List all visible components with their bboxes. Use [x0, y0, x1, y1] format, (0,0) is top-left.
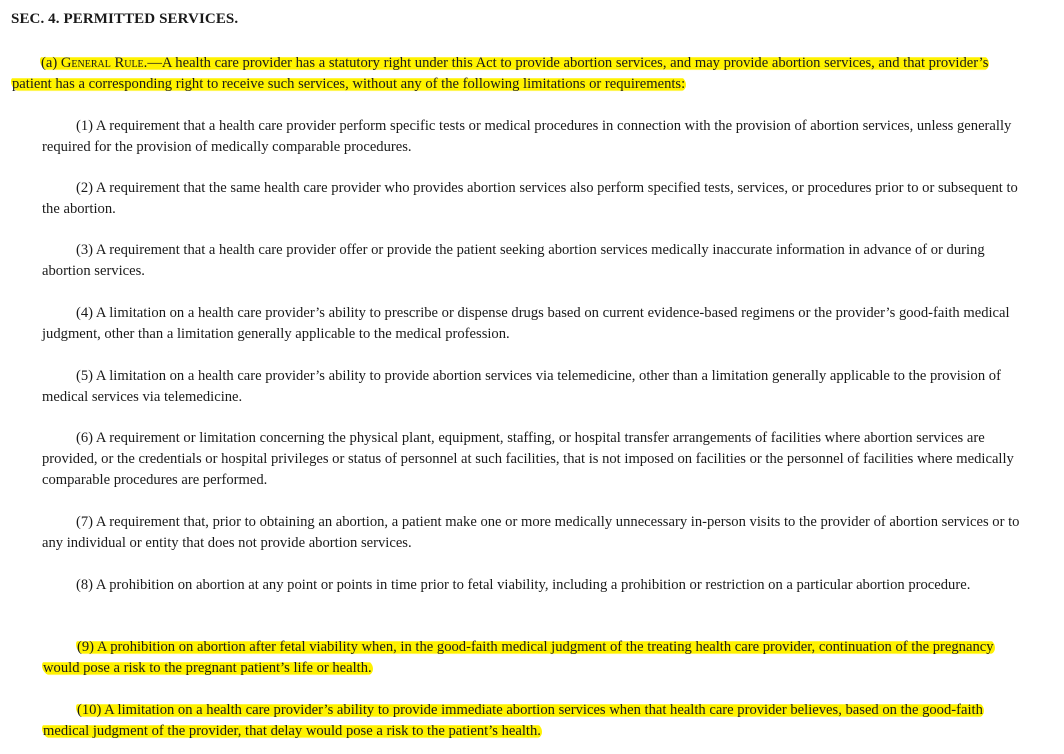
limitation-item-10 — [42, 700, 1032, 742]
section-heading: SEC. 4. PERMITTED SERVICES. — [11, 11, 239, 27]
limitation-item-1 — [42, 116, 1032, 158]
limitation-item-9 — [42, 637, 1032, 679]
limitation-item-8-text: (8) A prohibition on abortion at any point or points in time prior to fetal viability, including a prohibition or restriction on a particular abortion procedure. — [76, 577, 971, 593]
limitation-item-1-text: (1) A requirement that a health care provider perform specific tests or medical procedures in connection with the provision of abortion services, unless generally required for the provision of medically comparable procedures. — [42, 118, 1012, 155]
limitation-item-8 — [42, 575, 1032, 596]
limitation-item-9-highlight — [42, 639, 995, 676]
limitation-item-3-text: (3) A requirement that a health care provider offer or provide the patient seeking abortion services medically inaccurate information in advance of or during abortion services. — [42, 242, 985, 279]
limitation-item-6-text: (6) A requirement or limitation concerning the physical plant, equipment, staffing, or hospital transfer arrangements of facilities where abortion services are provided, or the credentials or hospital privileges or status of personnel at such facilities, that is not imposed on facilities or the personnel of facilities where medically comparable procedures are performed. — [42, 430, 1014, 488]
limitation-item-3 — [42, 240, 1032, 282]
limitation-item-6 — [42, 428, 1032, 491]
limitation-item-10-highlight — [42, 702, 984, 739]
limitation-item-7 — [42, 512, 1032, 554]
general-rule-paragraph — [11, 53, 1021, 95]
limitation-item-2-text: (2) A requirement that the same health care provider who provides abortion services also perform specified tests, services, or procedures prior to or subsequent to the abortion. — [42, 180, 1018, 217]
limitation-item-4 — [42, 303, 1032, 345]
limitation-item-10-text: (10) A limitation on a health care provider’s ability to provide immediate abortion services when that health care provider believes, based on the good-faith medical judgment of the provider, that delay would pose a risk to the patient’s health. — [43, 702, 983, 739]
general-rule-highlight — [11, 55, 989, 92]
general-rule-text: .—A health care provider has a statutory right under this Act to provide abortion services, and may provide abortion services, and that provider’s patient has a corresponding right to receive such services, without any of the following limitations or requirements: — [12, 55, 989, 92]
limitation-item-5 — [42, 366, 1032, 408]
limitation-item-5-text: (5) A limitation on a health care provider’s ability to provide abortion services via telemedicine, other than a limitation generally applicable to the provision of medical services via telemedicine. — [42, 368, 1001, 405]
limitation-item-2 — [42, 178, 1032, 220]
limitation-item-9-text: (9) A prohibition on abortion after fetal viability when, in the good-faith medical judgment of the treating health care provider, continuation of the pregnancy would pose a risk to the pregnant patient’s life or health. — [43, 639, 994, 676]
general-rule-caption: General Rule — [60, 55, 144, 71]
general-rule-label: (a) — [41, 55, 61, 71]
limitation-item-7-text: (7) A requirement that, prior to obtaining an abortion, a patient make one or more medically unnecessary in-person visits to the provider of abortion services or to any individual or entity that does not provide abortion services. — [42, 514, 1020, 551]
limitation-item-4-text: (4) A limitation on a health care provider’s ability to prescribe or dispense drugs based on current evidence-based regimens or the provider’s good-faith medical judgment, other than a limitation generally applicable to the medical profession. — [42, 305, 1010, 342]
